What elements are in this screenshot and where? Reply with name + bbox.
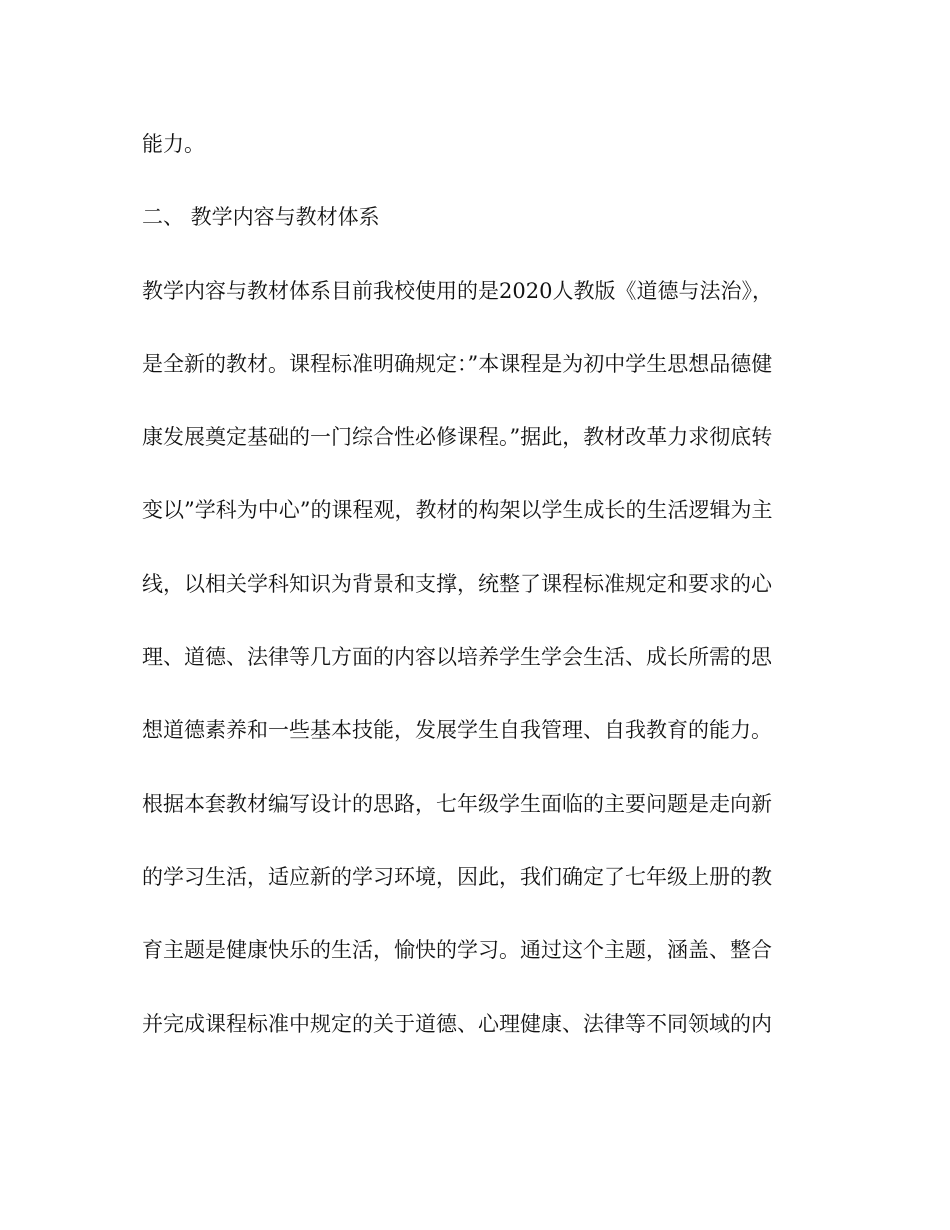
text-line: 根据本套教材编写设计的思路，七年级学生面临的主要问题是走向新 [142, 791, 772, 816]
text-line: 线，以相关学科知识为背景和支撑，统整了课程标准规定和要求的心 [142, 571, 772, 596]
text-line: 是全新的教材。课程标准明确规定：”本课程是为初中学生思想品德健 [142, 351, 773, 376]
text-line: 理、道德、法律等几方面的内容以培养学生学会生活、成长所需的思 [142, 645, 772, 670]
text-line: 想道德素养和一些基本技能，发展学生自我管理、自我教育的能力。 [142, 718, 772, 743]
text-line: 变以”学科为中心”的课程观，教材的构架以学生成长的生活逻辑为主 [142, 498, 773, 523]
text-line: 教学内容与教材体系目前我校使用的是2020人教版《道德与法治》， [142, 278, 773, 303]
text-line: 能力。 [142, 132, 205, 156]
document-body [142, 134, 822, 1087]
text-line: 康发展奠定基础的一门综合性必修课程。”据此，教材改革力求彻底转 [142, 425, 773, 450]
section-heading: 二、 教学内容与教材体系 [142, 205, 380, 230]
text-line: 的学习生活，适应新的学习环境，因此，我们确定了七年级上册的教 [142, 864, 772, 889]
text-line: 育主题是健康快乐的生活，愉快的学习。通过这个主题，涵盖、整合 [142, 938, 772, 963]
text-line: 并完成课程标准中规定的关于道德、心理健康、法律等不同领域的内 [142, 1011, 772, 1036]
